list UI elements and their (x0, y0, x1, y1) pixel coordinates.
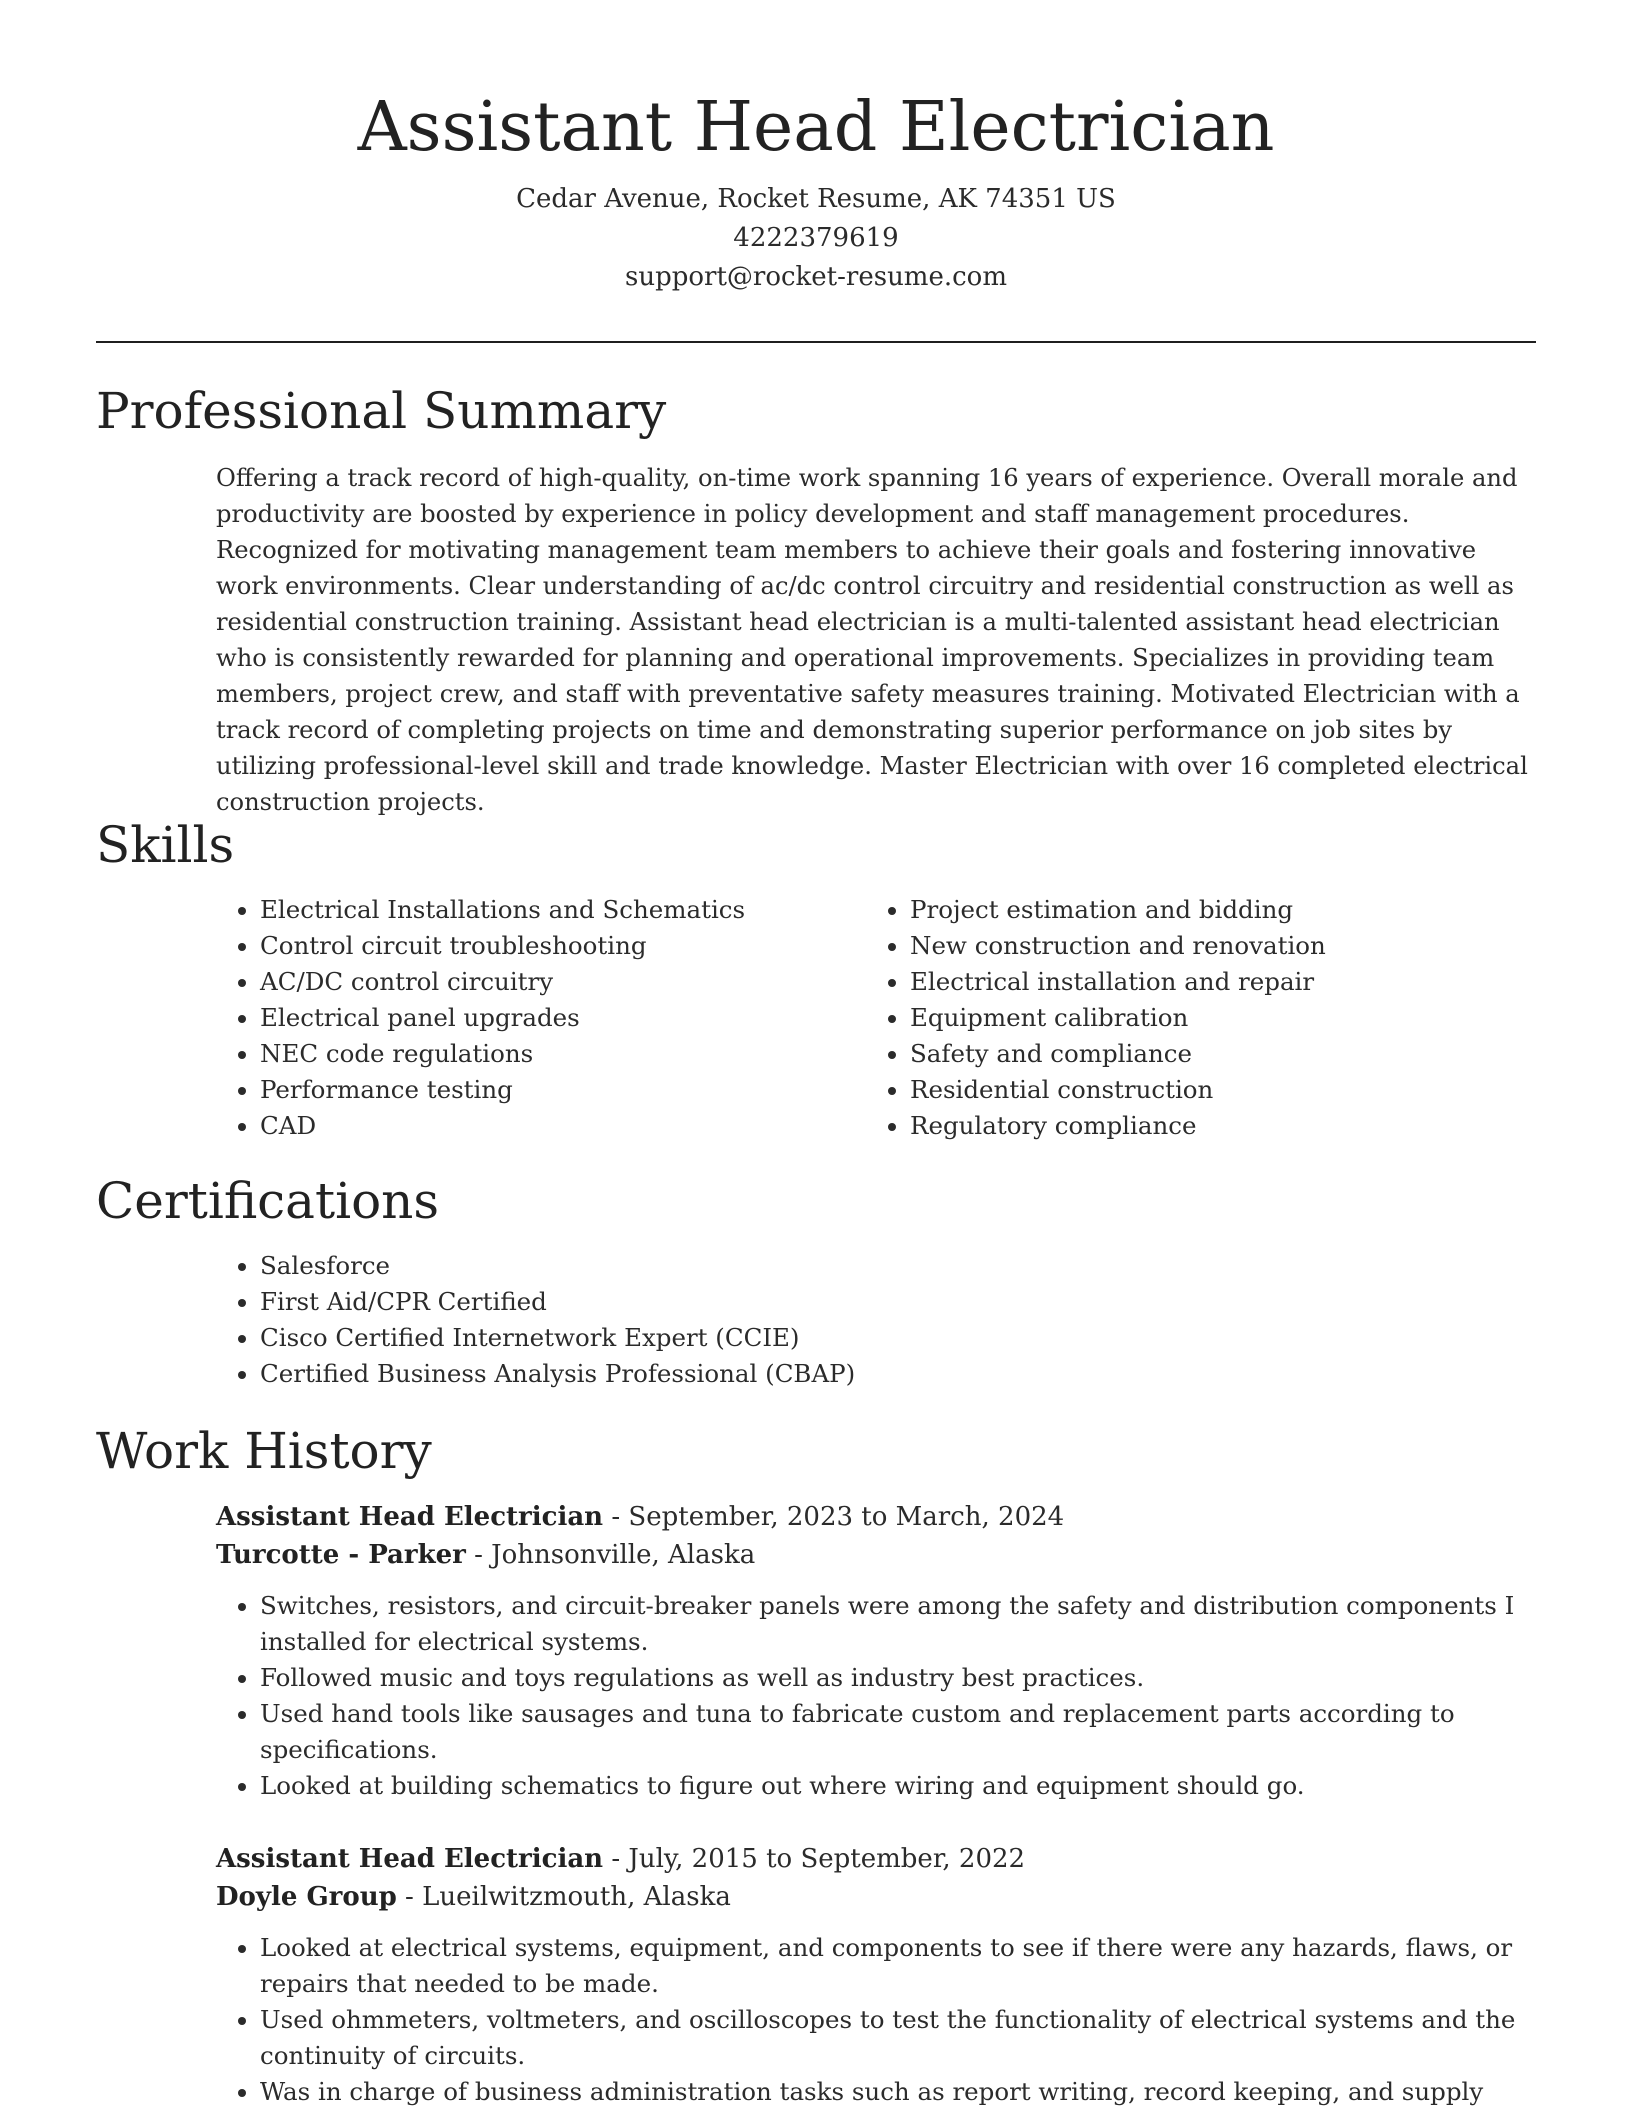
certifications-section (216, 1248, 1536, 1392)
certification-item: • Salesforce (260, 1248, 1536, 1284)
skill-item: • Performance testing (260, 1072, 866, 1108)
skill-item: • AC/DC control circuitry (260, 964, 866, 1000)
skill-item: • NEC code regulations (260, 1036, 866, 1072)
header-divider (96, 341, 1536, 343)
job-dates: - September, 2023 to March, 2024 (603, 1502, 1065, 1532)
job-company: Turcotte - Parker (216, 1540, 466, 1570)
certification-item: • First Aid/CPR Certified (260, 1284, 1536, 1320)
certification-item: • Cisco Certified Internetwork Expert (CCIE) (260, 1320, 1536, 1356)
contact-info (0, 180, 1632, 297)
job-duty-item: • Followed music and toys regulations as well as industry best practices. (260, 1660, 1536, 1696)
address-text: Cedar Avenue, Rocket Resume, AK 74351 US (516, 184, 1116, 214)
phone-text: 4222379619 (733, 223, 899, 253)
work-history-heading: Work History (96, 1422, 432, 1480)
skill-item: • Project estimation and bidding (910, 892, 1516, 928)
skill-item: • Electrical Installations and Schematics (260, 892, 866, 928)
resume-header (0, 82, 1632, 297)
job-duty-item: • Used ohmmeters, voltmeters, and oscilloscopes to test the functionality of electrical systems and the continuity of circuits. (260, 2002, 1536, 2074)
skills-right-column (866, 892, 1516, 1144)
skill-item: • Regulatory compliance (910, 1108, 1516, 1144)
certifications-list (216, 1248, 1536, 1392)
job-title-line (216, 1840, 1536, 1878)
email-text: support@rocket-resume.com (624, 262, 1007, 292)
skills-heading: Skills (96, 816, 235, 874)
skill-item: • Equipment calibration (910, 1000, 1516, 1036)
skill-item: • Residential construction (910, 1072, 1516, 1108)
job-company-line (216, 1878, 1536, 1916)
job-duty-item: • Looked at building schematics to figure out where wiring and equipment should go. (260, 1768, 1536, 1804)
job-duty-item: • Was in charge of business administration tasks such as report writing, record keeping, and supply (260, 2074, 1536, 2110)
job-entry (216, 1840, 1536, 2110)
job-location: - Johnsonville, Alaska (465, 1540, 756, 1570)
candidate-name: Assistant Head Electrician (357, 88, 1275, 167)
skills-list-left (216, 892, 866, 1144)
summary-text: Offering a track record of high-quality, on-time work spanning 16 years of experience. Overall morale and productivity are boosted by experience in policy development and staff management procedures. Recognized for motivating management team members to achieve their goals and fostering innovative work environments. Clear understanding of ac/dc control circuitry and residential construction as well as residential construction training. Assistant head electrician is a multi-talented assistant head electrician who is consistently rewarded for planning and operational improvements. Specializes in providing team members, project crew, and staff with preventative safety measures training. Motivated Electrician with a track record of completing projects on time and demonstrating superior performance on job sites by utilizing professional-level skill and trade knowledge. Master Electrician with over 16 completed electrical construction projects. (216, 464, 1528, 816)
job-dates: - July, 2015 to September, 2022 (603, 1844, 1026, 1874)
certifications-heading: Certifications (96, 1172, 440, 1230)
skill-item: • Control circuit troubleshooting (260, 928, 866, 964)
job-company: Doyle Group (216, 1882, 397, 1912)
job-duties-list (216, 1930, 1536, 2110)
certification-item: • Certified Business Analysis Professional (CBAP) (260, 1356, 1536, 1392)
job-title: Assistant Head Electrician (216, 1502, 604, 1532)
skills-left-column (216, 892, 866, 1144)
skill-item: • Safety and compliance (910, 1036, 1516, 1072)
job-duties-list (216, 1588, 1536, 1804)
job-title: Assistant Head Electrician (216, 1844, 604, 1874)
skill-item: • New construction and renovation (910, 928, 1516, 964)
job-location: - Lueilwitzmouth, Alaska (396, 1882, 731, 1912)
job-duty-item: • Used hand tools like sausages and tuna to fabricate custom and replacement parts according to specifications. (260, 1696, 1536, 1768)
skill-item: • CAD (260, 1108, 866, 1144)
skill-item: • Electrical panel upgrades (260, 1000, 866, 1036)
job-entry (216, 1498, 1536, 1804)
skills-list-right (866, 892, 1516, 1144)
job-title-line (216, 1498, 1536, 1536)
job-company-line (216, 1536, 1536, 1574)
job-duty-item: • Looked at electrical systems, equipment, and components to see if there were any hazards, flaws, or repairs that needed to be made. (260, 1930, 1536, 2002)
summary-heading: Professional Summary (96, 382, 667, 440)
skill-item: • Electrical installation and repair (910, 964, 1516, 1000)
job-duty-item: • Switches, resistors, and circuit-breaker panels were among the safety and distribution components I installed for electrical systems. (260, 1588, 1536, 1660)
